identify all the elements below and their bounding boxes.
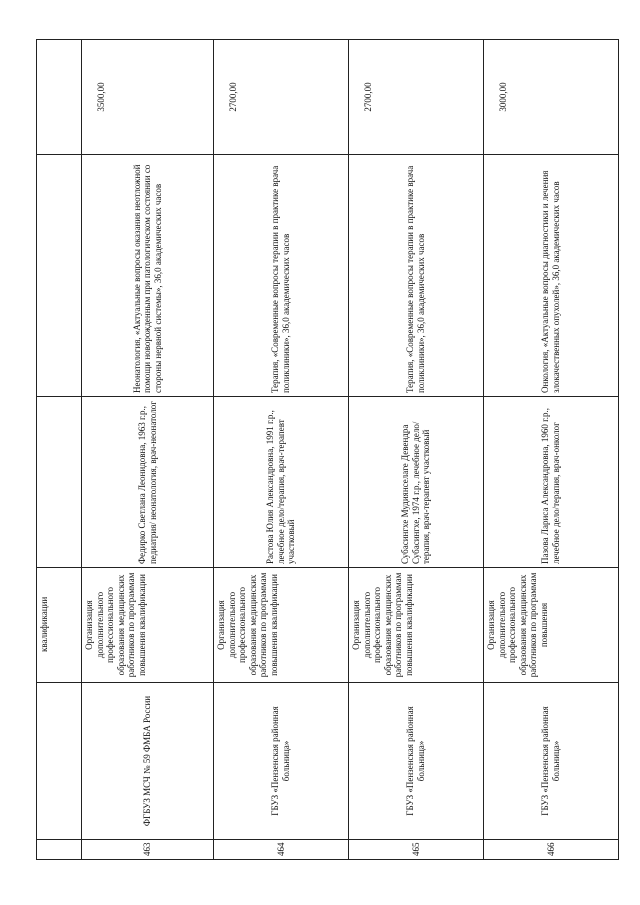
program-type-cell: Организация дополнительного профессионального образования медицинских работников по программам повышения (484, 568, 619, 683)
organization-cell: ГБУЗ «Пензенская районная больница» (484, 683, 619, 840)
row-number: 464 (214, 840, 349, 860)
specialty-text: Терапия, «Современные вопросы терапии в практике врача поликлиники», 36,0 академических часов (405, 165, 426, 393)
employee-text: Растова Юлия Александровна, 1991 г.р., лечебное дело/терапия, врач-терапевт участковый (265, 410, 297, 564)
table-row (484, 40, 619, 860)
cost-cell: 2700,00 (214, 40, 349, 155)
cell-organization-empty (37, 683, 82, 840)
rotated-page (36, 40, 561, 860)
document-sheet (36, 40, 561, 860)
specialty-text: Онкология, «Актуальные вопросы диагностики и лечения злокачественных опухолей», 36,0 академических часов (540, 170, 561, 393)
employee-cell (484, 397, 619, 568)
cell-number-empty (37, 840, 82, 860)
specialty-cell (214, 155, 349, 397)
training-table (36, 39, 619, 860)
table-row (82, 40, 214, 860)
employee-text: Пазова Лариса Александровна, 1960 г.р., лечебное дело/терапия, врач-онколог (540, 407, 561, 564)
employee-cell (349, 397, 484, 568)
cost-cell: 3000,00 (484, 40, 619, 155)
specialty-cell (349, 155, 484, 397)
cost-cell: 2700,00 (349, 40, 484, 155)
employee-cell (82, 397, 214, 568)
cell-employee-empty (37, 397, 82, 568)
cell-cost-empty (37, 40, 82, 155)
table-row (214, 40, 349, 860)
table-row (349, 40, 484, 860)
row-number: 463 (82, 840, 214, 860)
organization-cell: ГБУЗ «Пензенская районная больница» (349, 683, 484, 840)
specialty-cell (484, 155, 619, 397)
employee-text: Субасингхе Мудиянселаге Девендра Субасингхе, 1974 г.р., лечебное дело/терапия, врач-терапевт участковый (400, 421, 432, 564)
specialty-text: Неонатология, «Актуальные вопросы оказания неотложной помощи новорожденным при патологическом состоянии со стороны нервной системы», 36,0 академических часов (131, 164, 163, 393)
employee-text: Федирко Светлана Леонидовна, 1963 г.р., педиатрия/ неонатология, врач-неонатолог (136, 401, 158, 564)
row-number: 466 (484, 840, 619, 860)
row-number: 465 (349, 840, 484, 860)
table-row-header-continuation (37, 40, 82, 860)
program-type-cell: Организация дополнительного профессионального образования медицинских работников по программам повышения квалификации (214, 568, 349, 683)
cell-specialty-empty (37, 155, 82, 397)
specialty-cell (82, 155, 214, 397)
program-type-cell: Организация дополнительного профессионального образования медицинских работников по программам повышения квалификации (82, 568, 214, 683)
organization-cell: ГБУЗ «Пензенская районная больница» (214, 683, 349, 840)
organization-cell: ФГБУЗ МСЧ № 59 ФМБА России (82, 683, 214, 840)
cost-cell: 3500,00 (82, 40, 214, 155)
specialty-text: Терапия, «Современные вопросы терапии в практике врача поликлиники», 36,0 академических часов (270, 165, 291, 393)
cell-program-type-continuation: квалификации (37, 568, 82, 683)
program-type-cell: Организация дополнительного профессионального образования медицинских работников по программам повышения квалификации (349, 568, 484, 683)
employee-cell (214, 397, 349, 568)
